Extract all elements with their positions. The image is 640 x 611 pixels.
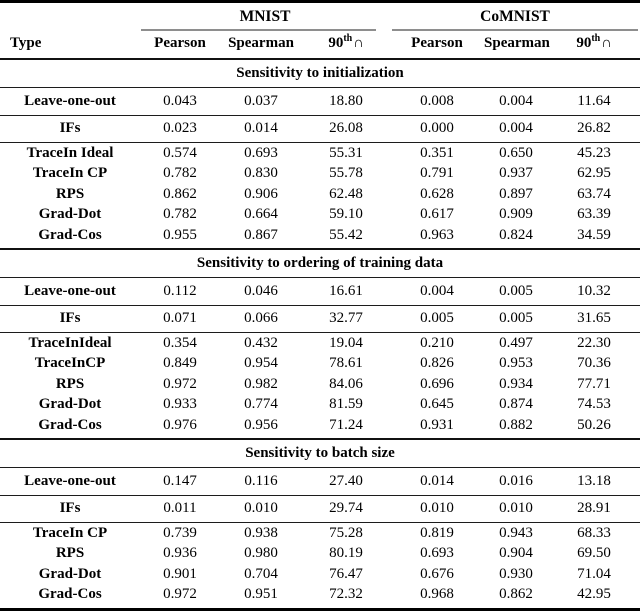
cell-value: 0.011 [140,495,220,523]
cell-value: 84.06 [329,375,363,392]
table-row [0,495,640,523]
group-label-mnist: MNIST [239,8,291,25]
cell-value: 0.862 [484,585,548,610]
cell-value: 0.909 [499,206,533,222]
section-title: Sensitivity to batch size [0,439,640,468]
ninety-base: 90 [328,35,344,51]
cell-value: 0.617 [420,206,454,222]
cell-value: 0.046 [220,278,302,306]
cell-value: 0.650 [499,144,533,161]
row-label: Grad-Dot [38,565,102,582]
cell-value: 71.04 [577,565,611,582]
table-row [0,143,640,164]
row-label: TraceInCP [34,355,106,371]
cell-value: 0.210 [420,334,454,351]
cell-value: 78.61 [329,355,363,371]
cell-value: 0.972 [163,375,197,392]
table-row [0,164,640,185]
cell-value: 0.645 [420,396,454,412]
cell-value: 0.432 [244,334,278,351]
row-label: TraceIn CP [32,165,108,181]
cell-value: 0.849 [163,355,197,371]
row-label: RPS [55,375,85,392]
row-label: IFs [0,115,140,143]
col-header-90th-comnist [548,31,640,59]
cell-value: 26.08 [302,115,390,143]
cell-value: 0.934 [499,375,533,392]
cell-value: 0.005 [390,305,484,333]
cell-value: 0.874 [499,396,533,412]
cell-value: 34.59 [548,225,640,249]
cell-value: 0.147 [140,468,220,496]
cell-value: 63.74 [577,185,611,202]
table-row [0,278,640,306]
cell-value: 0.005 [484,305,548,333]
cell-value: 26.82 [548,115,640,143]
cell-value: 0.739 [163,524,197,541]
section-title: Sensitivity to ordering of training data [0,249,640,278]
table-header [0,2,640,60]
row-label: Leave-one-out [0,88,140,116]
table-row [0,305,640,333]
cell-value: 0.930 [499,565,533,582]
section-title-row [0,249,640,278]
section-title-row [0,439,640,468]
cell-value: 0.000 [390,115,484,143]
cell-value: 28.91 [548,495,640,523]
cell-value: 27.40 [302,468,390,496]
cell-value: 0.980 [244,545,278,561]
cell-value: 0.693 [244,144,278,161]
cell-value: 69.50 [577,545,611,561]
cell-value: 0.830 [244,165,278,181]
column-header-row [0,31,640,59]
cell-value: 0.696 [420,375,454,392]
row-label: TraceIn CP [32,524,108,541]
cell-value: 0.004 [390,278,484,306]
cell-value: 0.574 [163,144,197,161]
cell-value: 0.824 [484,225,548,249]
cell-value: 0.112 [140,278,220,306]
row-label: Grad-Cos [0,415,140,439]
cell-value: 11.64 [548,88,640,116]
cell-value: 0.862 [163,185,197,202]
row-label: Grad-Dot [38,206,102,222]
cell-value: 80.19 [329,545,363,561]
col-header-90th-mnist [302,31,390,59]
cell-value: 76.47 [329,565,363,582]
cell-value: 13.18 [548,468,640,496]
table-row [0,544,640,565]
cell-value: 0.693 [420,545,454,561]
cell-value: 0.010 [484,495,548,523]
table-row [0,354,640,375]
cell-value: 0.882 [484,415,548,439]
table-row [0,564,640,585]
table-row [0,585,640,610]
cell-value: 72.32 [302,585,390,610]
row-label: Grad-Cos [0,585,140,610]
cell-value: 0.008 [390,88,484,116]
cell-value: 0.005 [484,278,548,306]
cell-value: 0.982 [244,375,278,392]
cell-value: 0.953 [499,355,533,371]
cell-value: 62.48 [329,185,363,202]
cell-value: 31.65 [548,305,640,333]
row-label: Leave-one-out [0,278,140,306]
row-label: Grad-Dot [38,396,102,412]
cell-value: 45.23 [577,144,611,161]
cell-value: 0.066 [220,305,302,333]
table-row [0,88,640,116]
row-label: TraceInIdeal [28,334,112,351]
cell-value: 0.976 [140,415,220,439]
group-header-mnist [140,2,390,32]
section-title: Sensitivity to initialization [0,59,640,88]
cell-value: 70.36 [577,355,611,371]
row-label: TraceIn Ideal [26,144,114,161]
cell-value: 50.26 [548,415,640,439]
cell-value: 0.937 [499,165,533,181]
cell-value: 0.004 [484,88,548,116]
cell-value: 0.023 [140,115,220,143]
cell-value: 0.497 [499,334,533,351]
row-label: IFs [0,305,140,333]
cell-value: 55.42 [302,225,390,249]
table-row [0,225,640,249]
cell-value: 0.938 [244,524,278,541]
cell-value: 74.53 [577,396,611,412]
table-row [0,468,640,496]
table-row [0,205,640,226]
cell-value: 0.351 [420,144,454,161]
group-header-row [0,2,640,32]
cell-value: 0.628 [420,185,454,202]
th-superscript: th [591,33,601,44]
cell-value: 0.972 [140,585,220,610]
cell-value: 32.77 [302,305,390,333]
cell-value: 62.95 [577,165,611,181]
type-column-header: Type [0,31,140,59]
cell-value: 0.782 [163,206,197,222]
cell-value: 0.826 [420,355,454,371]
cell-value: 29.74 [302,495,390,523]
cell-value: 0.010 [220,495,302,523]
cell-value: 0.014 [220,115,302,143]
col-header-pearson-mnist: Pearson [140,31,220,59]
th-superscript: th [343,33,353,44]
group-header-comnist [390,2,640,32]
row-label: IFs [0,495,140,523]
table-row [0,374,640,395]
table-row [0,184,640,205]
cell-value: 0.943 [499,524,533,541]
cell-value: 55.31 [329,144,363,161]
cell-value: 68.33 [577,524,611,541]
cell-value: 42.95 [548,585,640,610]
cell-value: 0.968 [390,585,484,610]
cell-value: 0.791 [420,165,454,181]
cell-value: 0.867 [220,225,302,249]
row-label: Leave-one-out [0,468,140,496]
cell-value: 22.30 [577,334,611,351]
cell-value: 55.78 [329,165,363,181]
cell-value: 0.116 [220,468,302,496]
group-label-comnist: CoMNIST [480,8,550,25]
cell-value: 0.906 [244,185,278,202]
cell-value: 0.819 [420,524,454,541]
cell-value: 0.043 [140,88,220,116]
cell-value: 10.32 [548,278,640,306]
corner-cell [0,2,140,32]
table-row [0,115,640,143]
cell-value: 0.014 [390,468,484,496]
cell-value: 71.24 [302,415,390,439]
table-body [0,59,640,609]
cell-value: 0.010 [390,495,484,523]
row-label: RPS [55,185,85,202]
table-row [0,415,640,439]
cell-value: 19.04 [329,334,363,351]
cell-value: 81.59 [329,396,363,412]
cell-value: 0.901 [163,565,197,582]
cell-value: 0.933 [163,396,197,412]
cell-value: 0.664 [244,206,278,222]
cell-value: 0.897 [499,185,533,202]
col-header-spearman-mnist: Spearman [220,31,302,59]
cell-value: 0.955 [140,225,220,249]
cell-value: 75.28 [329,524,363,541]
cell-value: 0.704 [244,565,278,582]
cell-value: 0.004 [484,115,548,143]
cell-value: 0.956 [220,415,302,439]
cell-value: 0.954 [244,355,278,371]
table-row [0,395,640,416]
cell-value: 0.951 [220,585,302,610]
cell-value: 59.10 [329,206,363,222]
cell-value: 0.037 [220,88,302,116]
cell-value: 0.016 [484,468,548,496]
cell-value: 63.39 [577,206,611,222]
cell-value: 77.71 [577,375,611,392]
table-row [0,523,640,544]
table-row [0,333,640,354]
row-label: RPS [55,545,85,561]
cell-value: 18.80 [302,88,390,116]
cell-value: 0.963 [390,225,484,249]
ninety-base: 90 [576,35,592,51]
col-header-spearman-comnist: Spearman [484,31,548,59]
cell-value: 0.071 [140,305,220,333]
intersection-icon: ∩ [353,35,364,51]
cell-value: 0.354 [163,334,197,351]
section-title-row [0,59,640,88]
cell-value: 0.782 [163,165,197,181]
cell-value: 0.774 [244,396,278,412]
col-header-pearson-comnist: Pearson [390,31,484,59]
cell-value: 0.676 [420,565,454,582]
cell-value: 0.904 [499,545,533,561]
cell-value: 0.931 [390,415,484,439]
intersection-icon: ∩ [601,35,612,51]
cell-value: 0.936 [163,545,197,561]
cell-value: 16.61 [302,278,390,306]
row-label: Grad-Cos [0,225,140,249]
